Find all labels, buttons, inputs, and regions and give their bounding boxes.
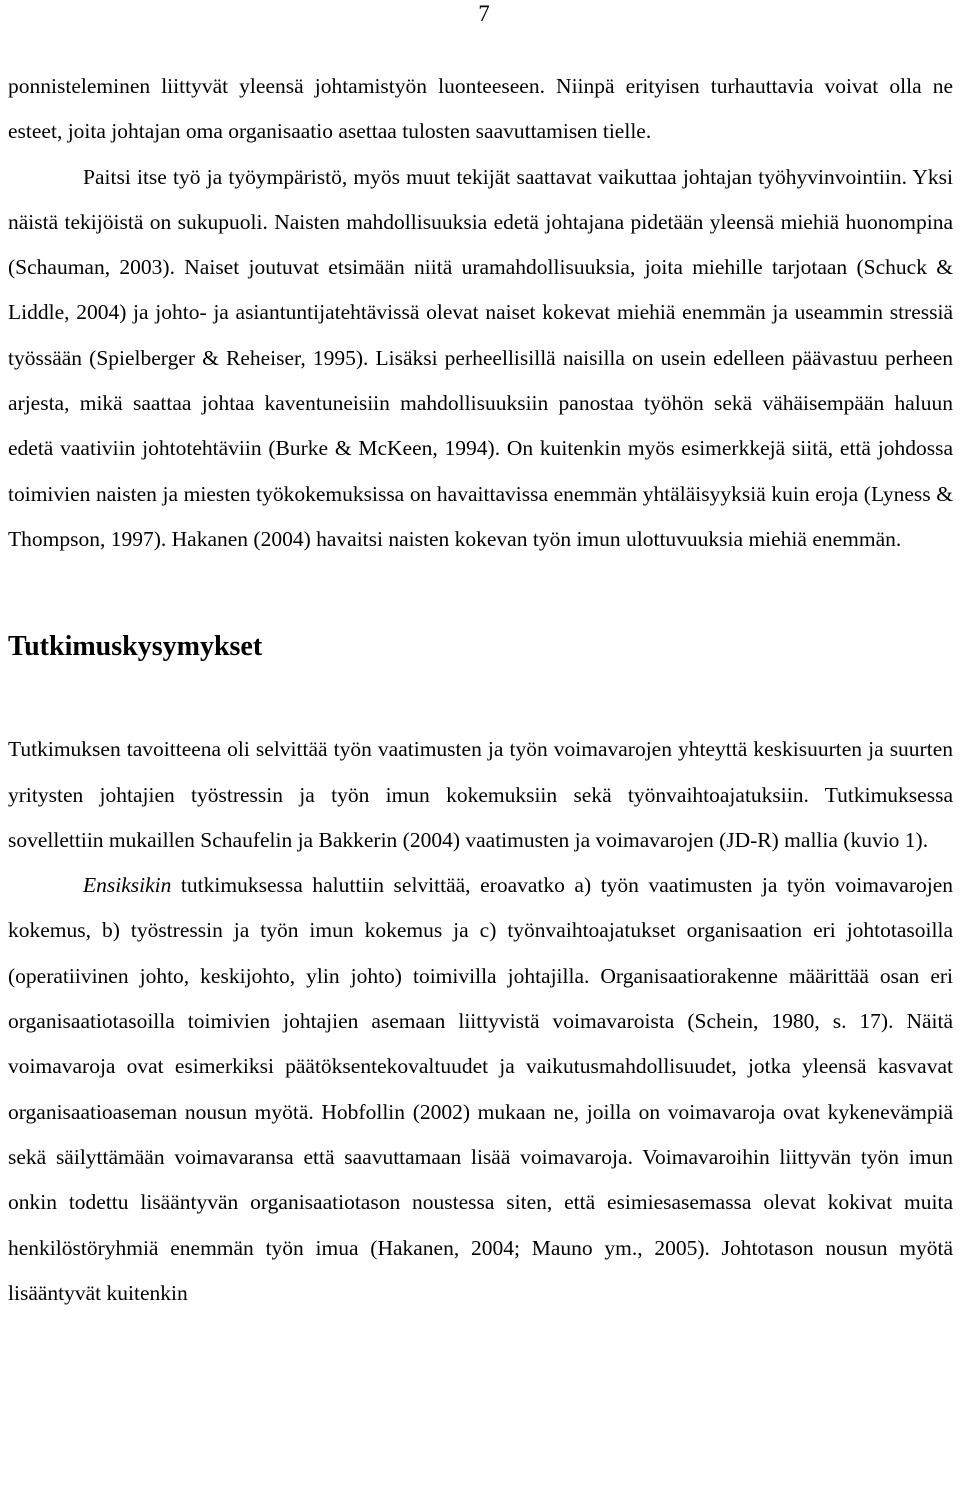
emphasized-word: Ensiksikin [83,873,172,898]
paragraph-continuation: ponnisteleminen liittyvät yleensä johtamistyön luonteeseen. Niinpä erityisen turhauttavia voivat olla ne esteet, joita johtajan oma organisaatio asettaa tulosten saavuttamisen tielle. [8,74,953,144]
paragraph-first-question-text: tutkimuksessa haluttiin selvittää, eroavatko a) työn vaatimusten ja työn voimavarojen kokemus, b) työstressin ja työn imun kokemus ja c) työnvaihtoajatukset organisaation eri johtotasoilla (operatiivinen johto, keskijohto, ylin johto) toimivilla johtajilla. Organisaatiorakenne määrittää osan eri organisaatiotasoilla toimivien johtajien asemaan liittyvistä voimavaroista (Schein, 1980, s. 17). Näitä voimavaroja ovat esimerkiksi päätöksentekovaltuudet ja vaikutusmahdollisuudet, jotka yleensä kasvavat organisaatioaseman nousun myötä. Hobfollin (2002) mukaan ne, joilla on voimavaroja ovat kykenevämpiä sekä säilyttämään voimavaransa että saavuttamaan lisää voimavaroja. Voimavaroihin liittyvän työn imun onkin todettu lisääntyvän organisaatiotason noustessa siten, että esimiesasemassa olevat kokivat muita henkilöstöryhmiä enemmän työn imua (Hakanen, 2004; Mauno ym., 2005). Johtotason nousun myötä lisääntyvät kuitenkin [8,873,953,1305]
paragraph-first-question [8,863,953,1316]
paragraph-gender-factors: Paitsi itse työ ja työympäristö, myös muut tekijät saattavat vaikuttaa johtajan työhyvinvointiin. Yksi näistä tekijöistä on sukupuoli. Naisten mahdollisuuksia edetä johtajana pidetään yleensä miehiä huonompina (Schauman, 2003). Naiset joutuvat etsimään niitä uramahdollisuuksia, joita miehille tarjotaan (Schuck & Liddle, 2004) ja johto- ja asiantuntijatehtävissä olevat naiset kokevat miehiä enemmän ja useammin stressiä työssään (Spielberger & Reheiser, 1995). Lisäksi perheellisillä naisilla on usein edelleen päävastuu perheen arjesta, mikä saattaa johtaa kaventuneisiin mahdollisuuksiin panostaa työhön sekä vähäisempään haluun edetä vaativiin johtotehtäviin (Burke & McKeen, 1994). On kuitenkin myös esimerkkejä siitä, että johdossa toimivien naisten ja miesten työkokemuksissa on havaittavissa enemmän yhtäläisyyksiä kuin eroja (Lyness & Thompson, 1997). Hakanen (2004) havaitsi naisten kokevan työn imun ulottuvuuksia miehiä enemmän. [8,164,953,551]
document-body [8,64,953,1316]
page-number: 7 [478,1,490,26]
section-heading: Tutkimuskysymykset [8,631,263,663]
paragraph-research-aim: Tutkimuksen tavoitteena oli selvittää työn vaatimusten ja työn voimavarojen yhteyttä keskisuurten ja suurten yritysten johtajien työstressin ja työn imun kokemuksiin sekä työnvaihtoajatuksiin. Tutkimuksessa sovellettiin mukaillen Schaufelin ja Bakkerin (2004) vaatimusten ja voimavarojen (JD-R) mallia (kuvio 1). [8,737,953,852]
